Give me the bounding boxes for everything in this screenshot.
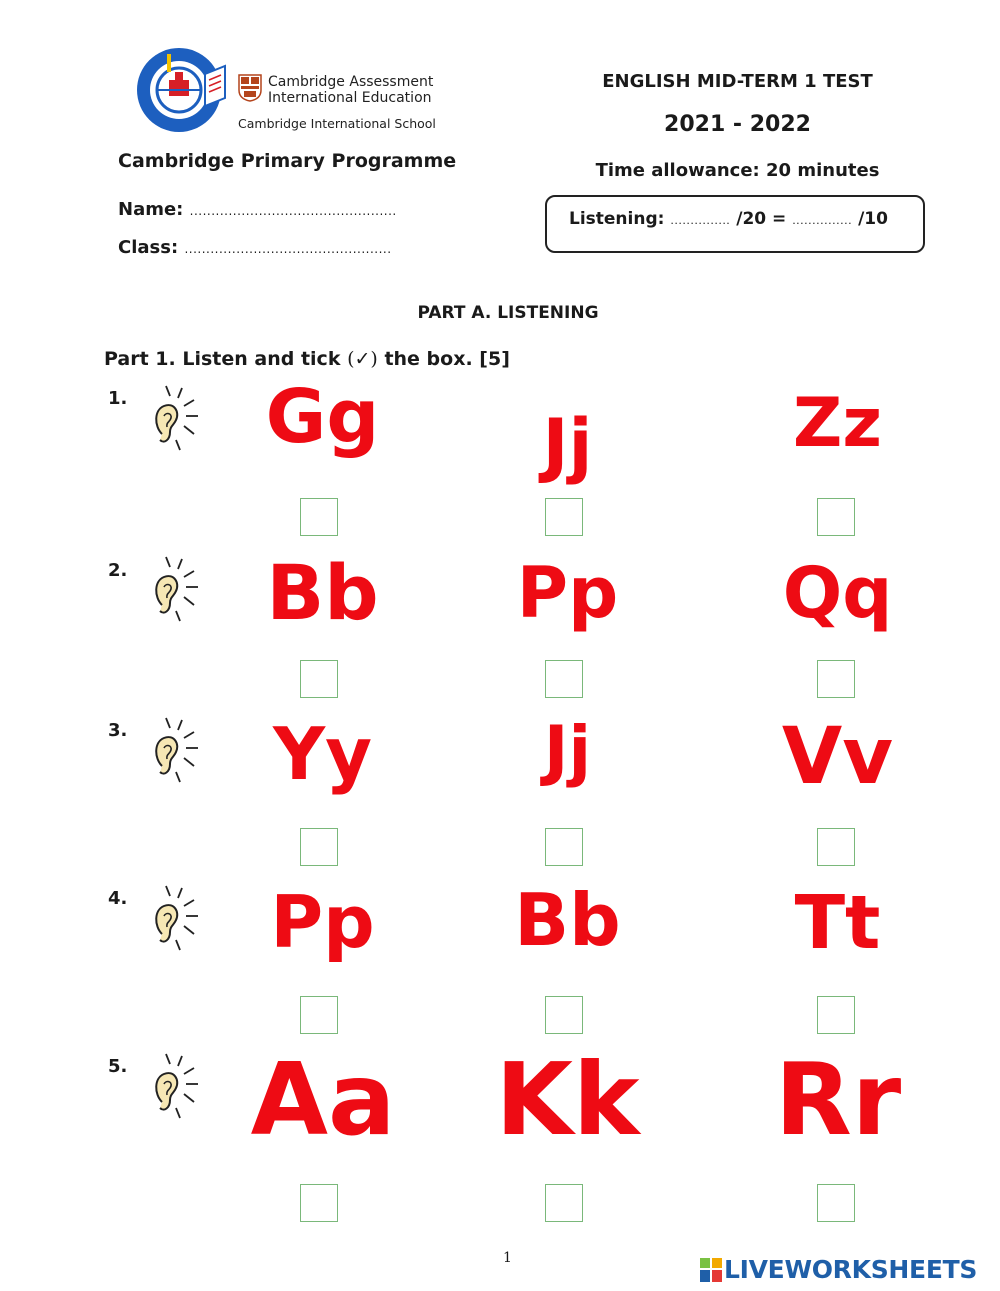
answer-checkbox[interactable] <box>545 1184 583 1222</box>
ear-icon[interactable] <box>148 882 202 954</box>
ear-icon[interactable] <box>148 1050 202 1122</box>
liveworksheets-watermark: LIVEWORKSHEETS <box>724 1255 978 1284</box>
score-raw-dots[interactable]: ............... <box>670 214 731 227</box>
score-scaled-total: /10 <box>858 209 888 229</box>
answer-checkbox[interactable] <box>300 828 338 866</box>
instruction <box>104 348 510 370</box>
answer-checkbox[interactable] <box>300 1184 338 1222</box>
cambridge-logo-line2: International Education <box>268 90 432 106</box>
answer-checkbox[interactable] <box>817 996 855 1034</box>
cambridge-logo <box>238 74 436 134</box>
answer-checkbox[interactable] <box>545 660 583 698</box>
letter-option: Kk <box>495 1041 640 1158</box>
letter-option: Bb <box>514 878 621 962</box>
cambridge-logo-line1: Cambridge Assessment <box>268 74 434 90</box>
letter-option: Qq <box>782 552 893 634</box>
programme-title: Cambridge Primary Programme <box>118 150 457 172</box>
name-dots[interactable]: ................................................ <box>189 204 397 218</box>
letter-option: Pp <box>516 552 619 634</box>
score-scaled-dots[interactable]: ............... <box>792 214 853 227</box>
letter-option: Bb <box>266 548 379 637</box>
time-allowance: Time allowance: 20 minutes <box>595 160 880 181</box>
liveworksheets-logo[interactable] <box>700 1255 977 1285</box>
score-box <box>545 195 925 253</box>
answer-checkbox[interactable] <box>300 660 338 698</box>
part-title: PART A. LISTENING <box>417 303 599 323</box>
ear-icon[interactable] <box>148 382 202 454</box>
page-number: 1 <box>503 1250 512 1266</box>
answer-checkbox[interactable] <box>817 498 855 536</box>
class-dots[interactable]: ................................................ <box>184 242 392 256</box>
letter-option: Pp <box>270 880 375 964</box>
score-label: Listening: <box>569 209 665 229</box>
class-field[interactable] <box>118 237 392 258</box>
letter-option: Vv <box>781 712 894 802</box>
test-year: 2021 - 2022 <box>664 112 811 137</box>
answer-checkbox[interactable] <box>300 996 338 1034</box>
letter-option: Zz <box>793 384 882 463</box>
name-field[interactable] <box>118 199 397 220</box>
letter-option: Jj <box>543 712 592 789</box>
question-number: 5. <box>108 1056 128 1077</box>
ear-icon[interactable] <box>148 714 202 786</box>
name-label: Name: <box>118 199 184 220</box>
liveworksheets-mark-icon <box>700 1258 722 1282</box>
letter-option: Tt <box>794 880 881 966</box>
class-label: Class: <box>118 237 179 258</box>
instruction-after: the box. [5] <box>377 348 510 370</box>
letter-option: Jj <box>542 404 593 486</box>
question-number: 2. <box>108 560 128 581</box>
answer-checkbox[interactable] <box>817 1184 855 1222</box>
instruction-before: Part 1. Listen and tick <box>104 348 348 370</box>
question-number: 1. <box>108 388 128 409</box>
question-number: 3. <box>108 720 128 741</box>
question-number: 4. <box>108 888 128 909</box>
letter-option: Gg <box>265 374 380 460</box>
ear-icon[interactable] <box>148 553 202 625</box>
answer-checkbox[interactable] <box>545 996 583 1034</box>
answer-checkbox[interactable] <box>545 498 583 536</box>
test-title: ENGLISH MID-TERM 1 TEST <box>602 71 873 92</box>
score-raw-total: /20 = <box>736 209 787 229</box>
letter-option: Aa <box>250 1041 396 1158</box>
answer-checkbox[interactable] <box>817 828 855 866</box>
answer-checkbox[interactable] <box>545 828 583 866</box>
letter-option: Rr <box>774 1041 902 1158</box>
letter-option: Yy <box>272 712 373 796</box>
cambridge-logo-line3: Cambridge International School <box>238 116 436 131</box>
answer-checkbox[interactable] <box>817 660 855 698</box>
cambridge-crest-icon <box>238 74 262 102</box>
answer-checkbox[interactable] <box>300 498 338 536</box>
tick-symbol: (✓) <box>347 348 378 370</box>
school-logo <box>133 44 229 136</box>
